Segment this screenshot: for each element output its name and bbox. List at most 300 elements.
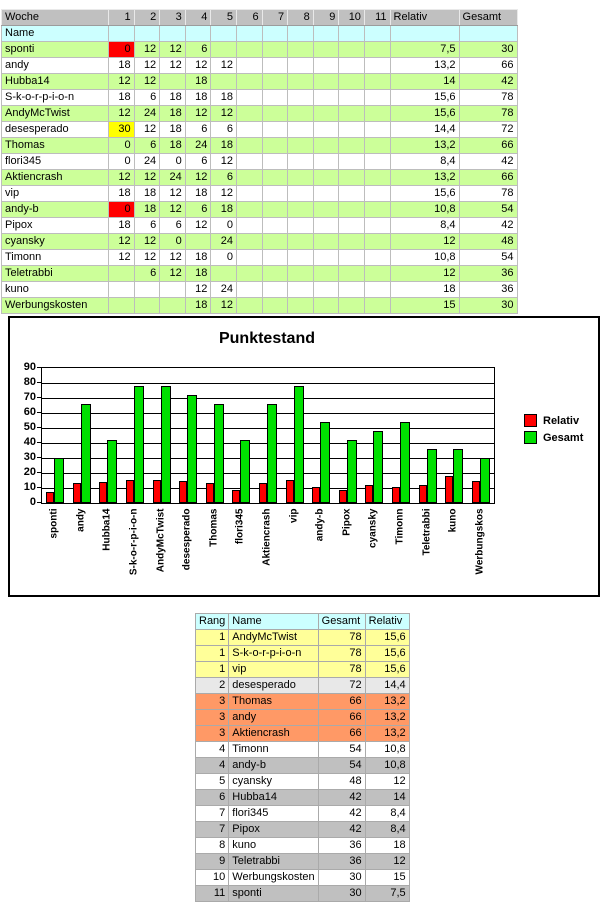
week-value-cell[interactable] (262, 170, 288, 186)
rank-cell[interactable]: 5 (196, 774, 229, 790)
empty-cell[interactable] (339, 26, 365, 42)
week-value-cell[interactable] (288, 138, 314, 154)
week-value-cell[interactable]: 0 (160, 154, 186, 170)
rank-relativ-cell[interactable]: 10,8 (365, 742, 409, 758)
rank-cell[interactable]: 10 (196, 870, 229, 886)
rank-name-cell[interactable]: Aktiencrash (229, 726, 318, 742)
week-value-cell[interactable] (288, 234, 314, 250)
week-header-4[interactable]: 4 (185, 10, 211, 26)
week-value-cell[interactable]: 12 (160, 186, 186, 202)
week-value-cell[interactable] (364, 154, 390, 170)
week-value-cell[interactable]: 12 (211, 106, 237, 122)
week-value-cell[interactable]: 24 (160, 170, 186, 186)
rank-cell[interactable]: 3 (196, 726, 229, 742)
rank-name-cell[interactable]: Teletrabbi (229, 854, 318, 870)
rank-relativ-cell[interactable]: 10,8 (365, 758, 409, 774)
week-value-cell[interactable]: 12 (185, 58, 211, 74)
week-value-cell[interactable]: 12 (134, 122, 160, 138)
week-value-cell[interactable] (313, 170, 339, 186)
rank-relativ-cell[interactable]: 15,6 (365, 662, 409, 678)
week-value-cell[interactable] (288, 218, 314, 234)
rank-name-cell[interactable]: vip (229, 662, 318, 678)
rank-gesamt-cell[interactable]: 36 (318, 854, 365, 870)
rank-name-cell[interactable]: AndyMcTwist (229, 630, 318, 646)
week-value-cell[interactable] (236, 58, 262, 74)
rank-cell[interactable]: 3 (196, 694, 229, 710)
week-value-cell[interactable]: 18 (160, 90, 186, 106)
week-value-cell[interactable]: 0 (211, 250, 237, 266)
week-value-cell[interactable] (288, 154, 314, 170)
week-value-cell[interactable] (262, 250, 288, 266)
week-value-cell[interactable] (236, 90, 262, 106)
week-value-cell[interactable]: 6 (211, 122, 237, 138)
week-value-cell[interactable] (364, 250, 390, 266)
week-value-cell[interactable] (364, 186, 390, 202)
week-value-cell[interactable] (160, 74, 186, 90)
week-value-cell[interactable] (339, 90, 365, 106)
week-value-cell[interactable]: 30 (109, 122, 135, 138)
rank-cell[interactable]: 9 (196, 854, 229, 870)
week-value-cell[interactable]: 0 (109, 138, 135, 154)
player-name-cell[interactable]: Pipox (2, 218, 109, 234)
week-value-cell[interactable] (339, 170, 365, 186)
week-value-cell[interactable]: 18 (185, 266, 211, 282)
week-value-cell[interactable]: 12 (134, 74, 160, 90)
player-name-cell[interactable]: sponti (2, 42, 109, 58)
week-value-cell[interactable] (313, 154, 339, 170)
week-value-cell[interactable] (313, 106, 339, 122)
week-value-cell[interactable]: 12 (160, 42, 186, 58)
week-value-cell[interactable] (236, 42, 262, 58)
week-value-cell[interactable] (313, 298, 339, 314)
week-value-cell[interactable]: 12 (134, 58, 160, 74)
player-name-cell[interactable]: andy (2, 58, 109, 74)
rank-name-cell[interactable]: andy-b (229, 758, 318, 774)
week-header-3[interactable]: 3 (160, 10, 186, 26)
rank-gesamt-cell[interactable]: 66 (318, 710, 365, 726)
gesamt-value-cell[interactable]: 42 (459, 218, 517, 234)
week-value-cell[interactable]: 12 (109, 170, 135, 186)
week-value-cell[interactable] (364, 202, 390, 218)
week-value-cell[interactable] (288, 282, 314, 298)
relativ-value-cell[interactable]: 10,8 (390, 202, 459, 218)
rank-name-cell[interactable]: Pipox (229, 822, 318, 838)
week-value-cell[interactable]: 12 (185, 282, 211, 298)
week-value-cell[interactable] (364, 170, 390, 186)
rank-cell[interactable]: 4 (196, 742, 229, 758)
week-value-cell[interactable] (160, 298, 186, 314)
player-name-cell[interactable]: Aktiencrash (2, 170, 109, 186)
week-value-cell[interactable]: 12 (134, 234, 160, 250)
week-value-cell[interactable]: 12 (109, 74, 135, 90)
rank-relativ-cell[interactable]: 13,2 (365, 694, 409, 710)
week-value-cell[interactable] (339, 202, 365, 218)
week-value-cell[interactable]: 12 (134, 170, 160, 186)
player-name-cell[interactable]: vip (2, 186, 109, 202)
week-value-cell[interactable]: 18 (134, 186, 160, 202)
rank-relativ-cell[interactable]: 12 (365, 774, 409, 790)
rank-relativ-cell[interactable]: 7,5 (365, 886, 409, 902)
rank-gesamt-cell[interactable]: 66 (318, 694, 365, 710)
week-value-cell[interactable] (313, 42, 339, 58)
week-value-cell[interactable] (236, 106, 262, 122)
week-value-cell[interactable] (364, 58, 390, 74)
rank-cell[interactable]: 1 (196, 662, 229, 678)
week-value-cell[interactable] (262, 154, 288, 170)
rank-cell[interactable]: 1 (196, 646, 229, 662)
gesamt-value-cell[interactable]: 36 (459, 282, 517, 298)
empty-cell[interactable] (390, 26, 459, 42)
relativ-value-cell[interactable]: 8,4 (390, 218, 459, 234)
rank-relativ-cell[interactable]: 13,2 (365, 726, 409, 742)
week-value-cell[interactable] (262, 106, 288, 122)
relativ-value-cell[interactable]: 12 (390, 234, 459, 250)
week-value-cell[interactable] (313, 90, 339, 106)
week-value-cell[interactable] (339, 250, 365, 266)
week-value-cell[interactable] (364, 122, 390, 138)
relativ-value-cell[interactable]: 7,5 (390, 42, 459, 58)
week-value-cell[interactable] (262, 74, 288, 90)
rank-relativ-cell[interactable]: 13,2 (365, 710, 409, 726)
week-value-cell[interactable] (236, 170, 262, 186)
relativ-value-cell[interactable]: 13,2 (390, 170, 459, 186)
week-value-cell[interactable]: 12 (211, 58, 237, 74)
week-value-cell[interactable] (364, 298, 390, 314)
empty-cell[interactable] (211, 26, 237, 42)
week-value-cell[interactable] (288, 170, 314, 186)
week-value-cell[interactable]: 18 (109, 58, 135, 74)
week-value-cell[interactable]: 18 (160, 106, 186, 122)
week-value-cell[interactable] (185, 234, 211, 250)
relativ-value-cell[interactable]: 13,2 (390, 138, 459, 154)
week-value-cell[interactable] (364, 106, 390, 122)
empty-cell[interactable] (185, 26, 211, 42)
week-header-11[interactable]: 11 (364, 10, 390, 26)
player-name-cell[interactable]: kuno (2, 282, 109, 298)
empty-cell[interactable] (134, 26, 160, 42)
empty-cell[interactable] (288, 26, 314, 42)
week-value-cell[interactable]: 6 (134, 138, 160, 154)
empty-cell[interactable] (364, 26, 390, 42)
rank-relativ-cell[interactable]: 12 (365, 854, 409, 870)
rank-name-cell[interactable]: desesperado (229, 678, 318, 694)
week-value-cell[interactable] (339, 74, 365, 90)
week-value-cell[interactable] (339, 298, 365, 314)
week-value-cell[interactable]: 18 (211, 202, 237, 218)
player-name-cell[interactable]: Thomas (2, 138, 109, 154)
week-value-cell[interactable] (288, 186, 314, 202)
week-value-cell[interactable] (364, 218, 390, 234)
gesamt-value-cell[interactable]: 54 (459, 202, 517, 218)
rank-cell[interactable]: 1 (196, 630, 229, 646)
rank-gesamt-cell[interactable]: 54 (318, 742, 365, 758)
week-value-cell[interactable] (211, 266, 237, 282)
week-value-cell[interactable] (288, 106, 314, 122)
week-value-cell[interactable] (134, 282, 160, 298)
rank-gesamt-cell[interactable]: 42 (318, 806, 365, 822)
week-value-cell[interactable]: 12 (109, 234, 135, 250)
week-value-cell[interactable] (109, 282, 135, 298)
rank-cell[interactable]: 7 (196, 822, 229, 838)
player-name-cell[interactable]: AndyMcTwist (2, 106, 109, 122)
gesamt-value-cell[interactable]: 30 (459, 42, 517, 58)
week-value-cell[interactable]: 18 (109, 218, 135, 234)
player-name-cell[interactable]: desesperado (2, 122, 109, 138)
week-value-cell[interactable] (262, 42, 288, 58)
week-value-cell[interactable] (364, 138, 390, 154)
player-name-cell[interactable]: Hubba14 (2, 74, 109, 90)
relativ-value-cell[interactable]: 15,6 (390, 106, 459, 122)
week-value-cell[interactable]: 0 (109, 154, 135, 170)
gesamt-value-cell[interactable]: 78 (459, 106, 517, 122)
rank-name-cell[interactable]: Hubba14 (229, 790, 318, 806)
rank-name-cell[interactable]: flori345 (229, 806, 318, 822)
rank-gesamt-cell[interactable]: 72 (318, 678, 365, 694)
rank-name-cell[interactable]: kuno (229, 838, 318, 854)
rank-relativ-cell[interactable]: 15,6 (365, 630, 409, 646)
week-value-cell[interactable] (262, 138, 288, 154)
relativ-value-cell[interactable]: 18 (390, 282, 459, 298)
week-value-cell[interactable] (364, 266, 390, 282)
week-value-cell[interactable] (262, 218, 288, 234)
rank-gesamt-cell[interactable]: 42 (318, 790, 365, 806)
rank-relativ-cell[interactable]: 8,4 (365, 822, 409, 838)
week-value-cell[interactable] (339, 282, 365, 298)
week-value-cell[interactable] (339, 58, 365, 74)
week-value-cell[interactable] (313, 186, 339, 202)
rank-gesamt-cell[interactable]: 54 (318, 758, 365, 774)
week-value-cell[interactable] (236, 122, 262, 138)
player-name-cell[interactable]: Teletrabbi (2, 266, 109, 282)
rank-cell[interactable]: 7 (196, 806, 229, 822)
rank-gesamt-cell[interactable]: 78 (318, 646, 365, 662)
relativ-value-cell[interactable]: 14 (390, 74, 459, 90)
week-value-cell[interactable]: 6 (185, 154, 211, 170)
gesamt-value-cell[interactable]: 42 (459, 154, 517, 170)
week-value-cell[interactable] (313, 250, 339, 266)
rank-gesamt-cell[interactable]: 36 (318, 838, 365, 854)
corner-header-woche[interactable]: Woche (2, 10, 109, 26)
week-value-cell[interactable]: 6 (185, 42, 211, 58)
week-value-cell[interactable] (339, 266, 365, 282)
week-value-cell[interactable] (236, 282, 262, 298)
week-value-cell[interactable]: 12 (134, 42, 160, 58)
week-value-cell[interactable] (160, 282, 186, 298)
rank-gesamt-cell[interactable]: 30 (318, 870, 365, 886)
relativ-value-cell[interactable]: 15,6 (390, 186, 459, 202)
week-value-cell[interactable] (288, 250, 314, 266)
week-value-cell[interactable]: 18 (109, 90, 135, 106)
week-value-cell[interactable]: 6 (185, 202, 211, 218)
rank-cell[interactable]: 2 (196, 678, 229, 694)
week-value-cell[interactable] (262, 186, 288, 202)
week-value-cell[interactable] (313, 138, 339, 154)
rank-cell[interactable]: 3 (196, 710, 229, 726)
week-value-cell[interactable] (339, 42, 365, 58)
week-value-cell[interactable]: 18 (211, 138, 237, 154)
week-header-10[interactable]: 10 (339, 10, 365, 26)
week-value-cell[interactable] (211, 74, 237, 90)
relativ-value-cell[interactable]: 15 (390, 298, 459, 314)
empty-cell[interactable] (109, 26, 135, 42)
rank-gesamt-cell[interactable]: 78 (318, 630, 365, 646)
relativ-value-cell[interactable]: 14,4 (390, 122, 459, 138)
ranking-header-rang[interactable]: Rang (196, 614, 229, 630)
player-name-cell[interactable]: S-k-o-r-p-i-o-n (2, 90, 109, 106)
week-value-cell[interactable] (313, 266, 339, 282)
week-value-cell[interactable]: 12 (109, 250, 135, 266)
week-value-cell[interactable] (313, 58, 339, 74)
week-value-cell[interactable] (288, 90, 314, 106)
rank-cell[interactable]: 11 (196, 886, 229, 902)
week-value-cell[interactable] (109, 298, 135, 314)
gesamt-value-cell[interactable]: 78 (459, 186, 517, 202)
rank-gesamt-cell[interactable]: 30 (318, 886, 365, 902)
rank-name-cell[interactable]: Werbungskosten (229, 870, 318, 886)
week-value-cell[interactable]: 0 (109, 202, 135, 218)
week-value-cell[interactable]: 6 (211, 170, 237, 186)
week-value-cell[interactable] (313, 218, 339, 234)
week-value-cell[interactable] (364, 234, 390, 250)
week-value-cell[interactable] (262, 266, 288, 282)
empty-cell[interactable] (313, 26, 339, 42)
week-value-cell[interactable]: 24 (185, 138, 211, 154)
week-value-cell[interactable]: 0 (109, 42, 135, 58)
week-header-5[interactable]: 5 (211, 10, 237, 26)
week-value-cell[interactable]: 18 (185, 250, 211, 266)
week-value-cell[interactable]: 6 (160, 218, 186, 234)
week-value-cell[interactable] (236, 250, 262, 266)
ranking-header-relativ[interactable]: Relativ (365, 614, 409, 630)
week-value-cell[interactable]: 12 (211, 298, 237, 314)
week-value-cell[interactable] (262, 90, 288, 106)
week-value-cell[interactable] (236, 266, 262, 282)
week-value-cell[interactable] (313, 282, 339, 298)
rank-gesamt-cell[interactable]: 42 (318, 822, 365, 838)
relativ-header[interactable]: Relativ (390, 10, 459, 26)
rank-gesamt-cell[interactable]: 78 (318, 662, 365, 678)
name-label-cell[interactable]: Name (2, 26, 109, 42)
week-value-cell[interactable] (364, 282, 390, 298)
player-name-cell[interactable]: Werbungskosten (2, 298, 109, 314)
week-value-cell[interactable]: 6 (134, 90, 160, 106)
week-value-cell[interactable] (236, 74, 262, 90)
week-value-cell[interactable] (109, 266, 135, 282)
week-value-cell[interactable] (262, 282, 288, 298)
rank-name-cell[interactable]: S-k-o-r-p-i-o-n (229, 646, 318, 662)
relativ-value-cell[interactable]: 10,8 (390, 250, 459, 266)
relativ-value-cell[interactable]: 8,4 (390, 154, 459, 170)
week-value-cell[interactable]: 18 (109, 186, 135, 202)
week-header-7[interactable]: 7 (262, 10, 288, 26)
week-value-cell[interactable] (339, 154, 365, 170)
week-value-cell[interactable] (364, 42, 390, 58)
empty-cell[interactable] (236, 26, 262, 42)
week-value-cell[interactable]: 12 (211, 186, 237, 202)
week-value-cell[interactable] (288, 266, 314, 282)
rank-name-cell[interactable]: Timonn (229, 742, 318, 758)
week-value-cell[interactable]: 12 (185, 170, 211, 186)
week-value-cell[interactable]: 18 (160, 122, 186, 138)
ranking-header-gesamt[interactable]: Gesamt (318, 614, 365, 630)
empty-cell[interactable] (262, 26, 288, 42)
week-value-cell[interactable]: 12 (160, 202, 186, 218)
week-value-cell[interactable] (364, 90, 390, 106)
ranking-header-name[interactable]: Name (229, 614, 318, 630)
week-value-cell[interactable] (313, 234, 339, 250)
week-value-cell[interactable]: 0 (160, 234, 186, 250)
rank-relativ-cell[interactable]: 14 (365, 790, 409, 806)
week-value-cell[interactable] (262, 202, 288, 218)
gesamt-value-cell[interactable]: 36 (459, 266, 517, 282)
week-value-cell[interactable] (236, 186, 262, 202)
week-value-cell[interactable]: 12 (160, 266, 186, 282)
player-name-cell[interactable]: cyansky (2, 234, 109, 250)
week-value-cell[interactable]: 18 (160, 138, 186, 154)
relativ-value-cell[interactable]: 15,6 (390, 90, 459, 106)
week-header-1[interactable]: 1 (109, 10, 135, 26)
gesamt-value-cell[interactable]: 66 (459, 138, 517, 154)
week-value-cell[interactable]: 6 (134, 218, 160, 234)
week-value-cell[interactable]: 6 (185, 122, 211, 138)
week-value-cell[interactable]: 6 (134, 266, 160, 282)
week-value-cell[interactable] (236, 234, 262, 250)
week-value-cell[interactable] (236, 154, 262, 170)
gesamt-value-cell[interactable]: 42 (459, 74, 517, 90)
week-value-cell[interactable] (236, 218, 262, 234)
rank-name-cell[interactable]: andy (229, 710, 318, 726)
gesamt-value-cell[interactable]: 72 (459, 122, 517, 138)
rank-relativ-cell[interactable]: 15 (365, 870, 409, 886)
rank-name-cell[interactable]: Thomas (229, 694, 318, 710)
rank-relativ-cell[interactable]: 14,4 (365, 678, 409, 694)
week-value-cell[interactable] (236, 138, 262, 154)
week-value-cell[interactable] (339, 218, 365, 234)
rank-cell[interactable]: 4 (196, 758, 229, 774)
rank-relativ-cell[interactable]: 8,4 (365, 806, 409, 822)
week-value-cell[interactable] (339, 186, 365, 202)
week-value-cell[interactable] (236, 202, 262, 218)
week-value-cell[interactable]: 24 (134, 154, 160, 170)
week-value-cell[interactable] (288, 58, 314, 74)
week-value-cell[interactable] (236, 298, 262, 314)
gesamt-value-cell[interactable]: 30 (459, 298, 517, 314)
week-value-cell[interactable]: 18 (134, 202, 160, 218)
week-value-cell[interactable] (288, 298, 314, 314)
rank-relativ-cell[interactable]: 15,6 (365, 646, 409, 662)
chart-punktestand[interactable] (8, 316, 600, 597)
rank-gesamt-cell[interactable]: 66 (318, 726, 365, 742)
gesamt-header[interactable]: Gesamt (459, 10, 517, 26)
player-name-cell[interactable]: flori345 (2, 154, 109, 170)
gesamt-value-cell[interactable]: 66 (459, 58, 517, 74)
week-value-cell[interactable]: 18 (185, 90, 211, 106)
week-value-cell[interactable] (134, 298, 160, 314)
gesamt-value-cell[interactable]: 54 (459, 250, 517, 266)
rank-relativ-cell[interactable]: 18 (365, 838, 409, 854)
week-value-cell[interactable]: 12 (185, 106, 211, 122)
week-value-cell[interactable]: 18 (211, 90, 237, 106)
week-value-cell[interactable] (262, 234, 288, 250)
rank-cell[interactable]: 6 (196, 790, 229, 806)
week-value-cell[interactable]: 12 (211, 154, 237, 170)
week-value-cell[interactable]: 24 (211, 234, 237, 250)
player-name-cell[interactable]: Timonn (2, 250, 109, 266)
week-value-cell[interactable] (288, 122, 314, 138)
gesamt-value-cell[interactable]: 66 (459, 170, 517, 186)
week-value-cell[interactable] (288, 42, 314, 58)
week-value-cell[interactable] (288, 202, 314, 218)
